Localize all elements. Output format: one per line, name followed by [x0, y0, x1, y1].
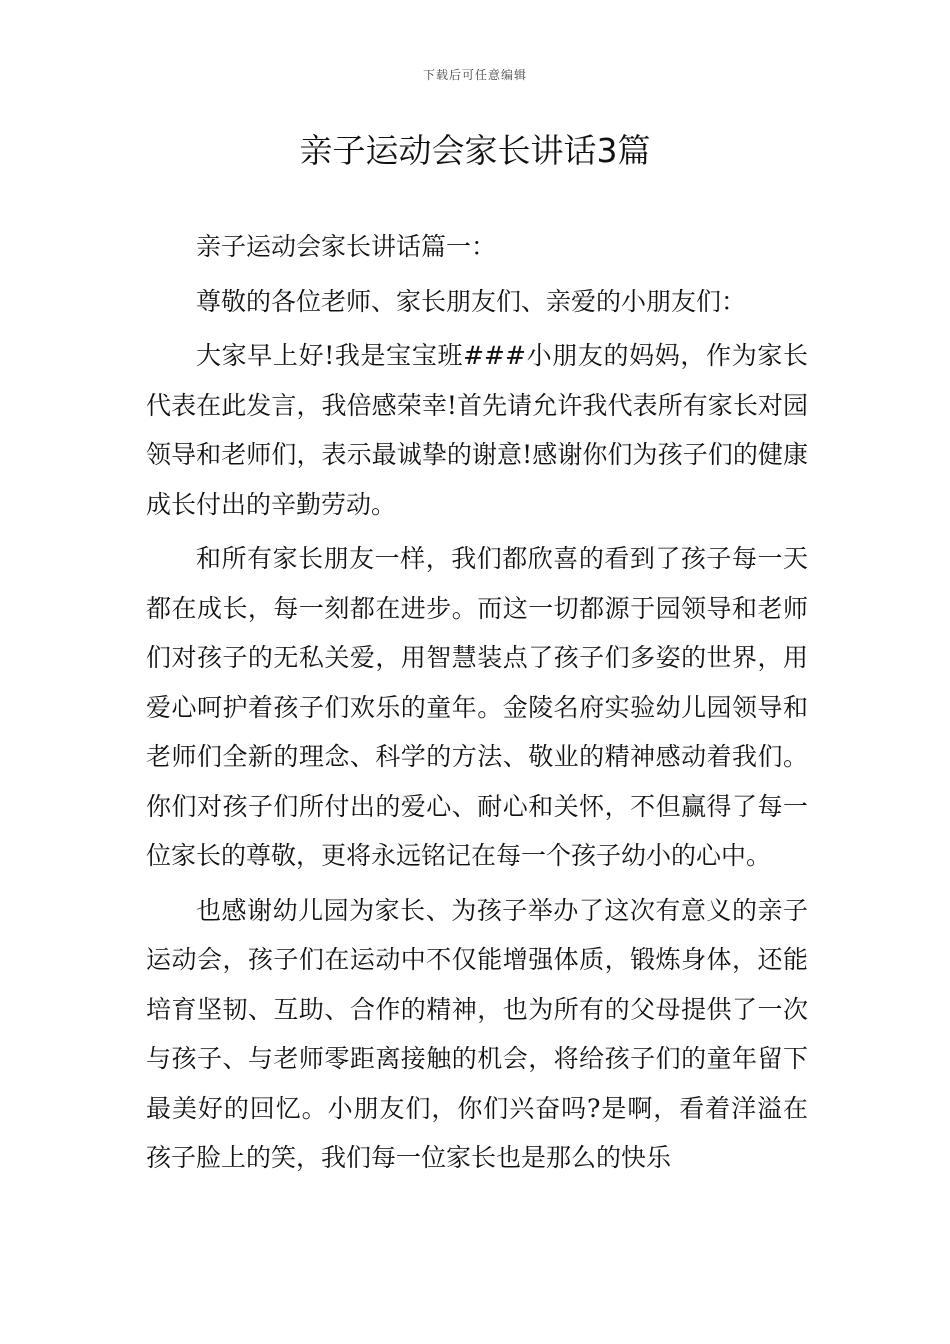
- document-title: 亲子运动会家长讲话3篇: [299, 131, 651, 170]
- document-body: [146, 222, 808, 1183]
- paragraph: 也感谢幼儿园为家长、为孩子举办了这次有意义的亲子运动会，孩子们在运动中不仅能增强体质，锻炼身体，还能培育坚韧、互助、合作的精神，也为所有的父母提供了一次与孩子、与老师零距离接触的机会，将给孩子们的童年留下最美好的回忆。小朋友们，你们兴奋吗?是啊，看着洋溢在孩子脸上的笑，我们每一位家长也是那么的快乐: [146, 895, 808, 1172]
- header-note: 下载后可任意编辑: [422, 68, 527, 82]
- section-heading: 亲子运动会家长讲话篇一：: [196, 232, 497, 261]
- paragraph: 大家早上好!我是宝宝班###小朋友的妈妈，作为家长代表在此发言，我倍感荣幸!首先请允许我代表所有家长对园领导和老师们，表示最诚挚的谢意!感谢你们为孩子们的健康成长付出的辛勤劳动。: [146, 341, 808, 519]
- paragraph: 和所有家长朋友一样，我们都欣喜的看到了孩子每一天都在成长，每一刻都在进步。而这一切都源于园领导和老师们对孩子的无私关爱，用智慧装点了孩子们多姿的世界，用爱心呵护着孩子们欢乐的童年。金陵名府实验幼儿园领导和老师们全新的理念、科学的方法、敬业的精神感动着我们。你们对孩子们所付出的爱心、耐心和关怀，不但赢得了每一位家长的尊敬，更将永远铭记在每一个孩子幼小的心中。: [146, 544, 808, 870]
- salutation: 尊敬的各位老师、家长朋友们、亲爱的小朋友们：: [196, 286, 747, 316]
